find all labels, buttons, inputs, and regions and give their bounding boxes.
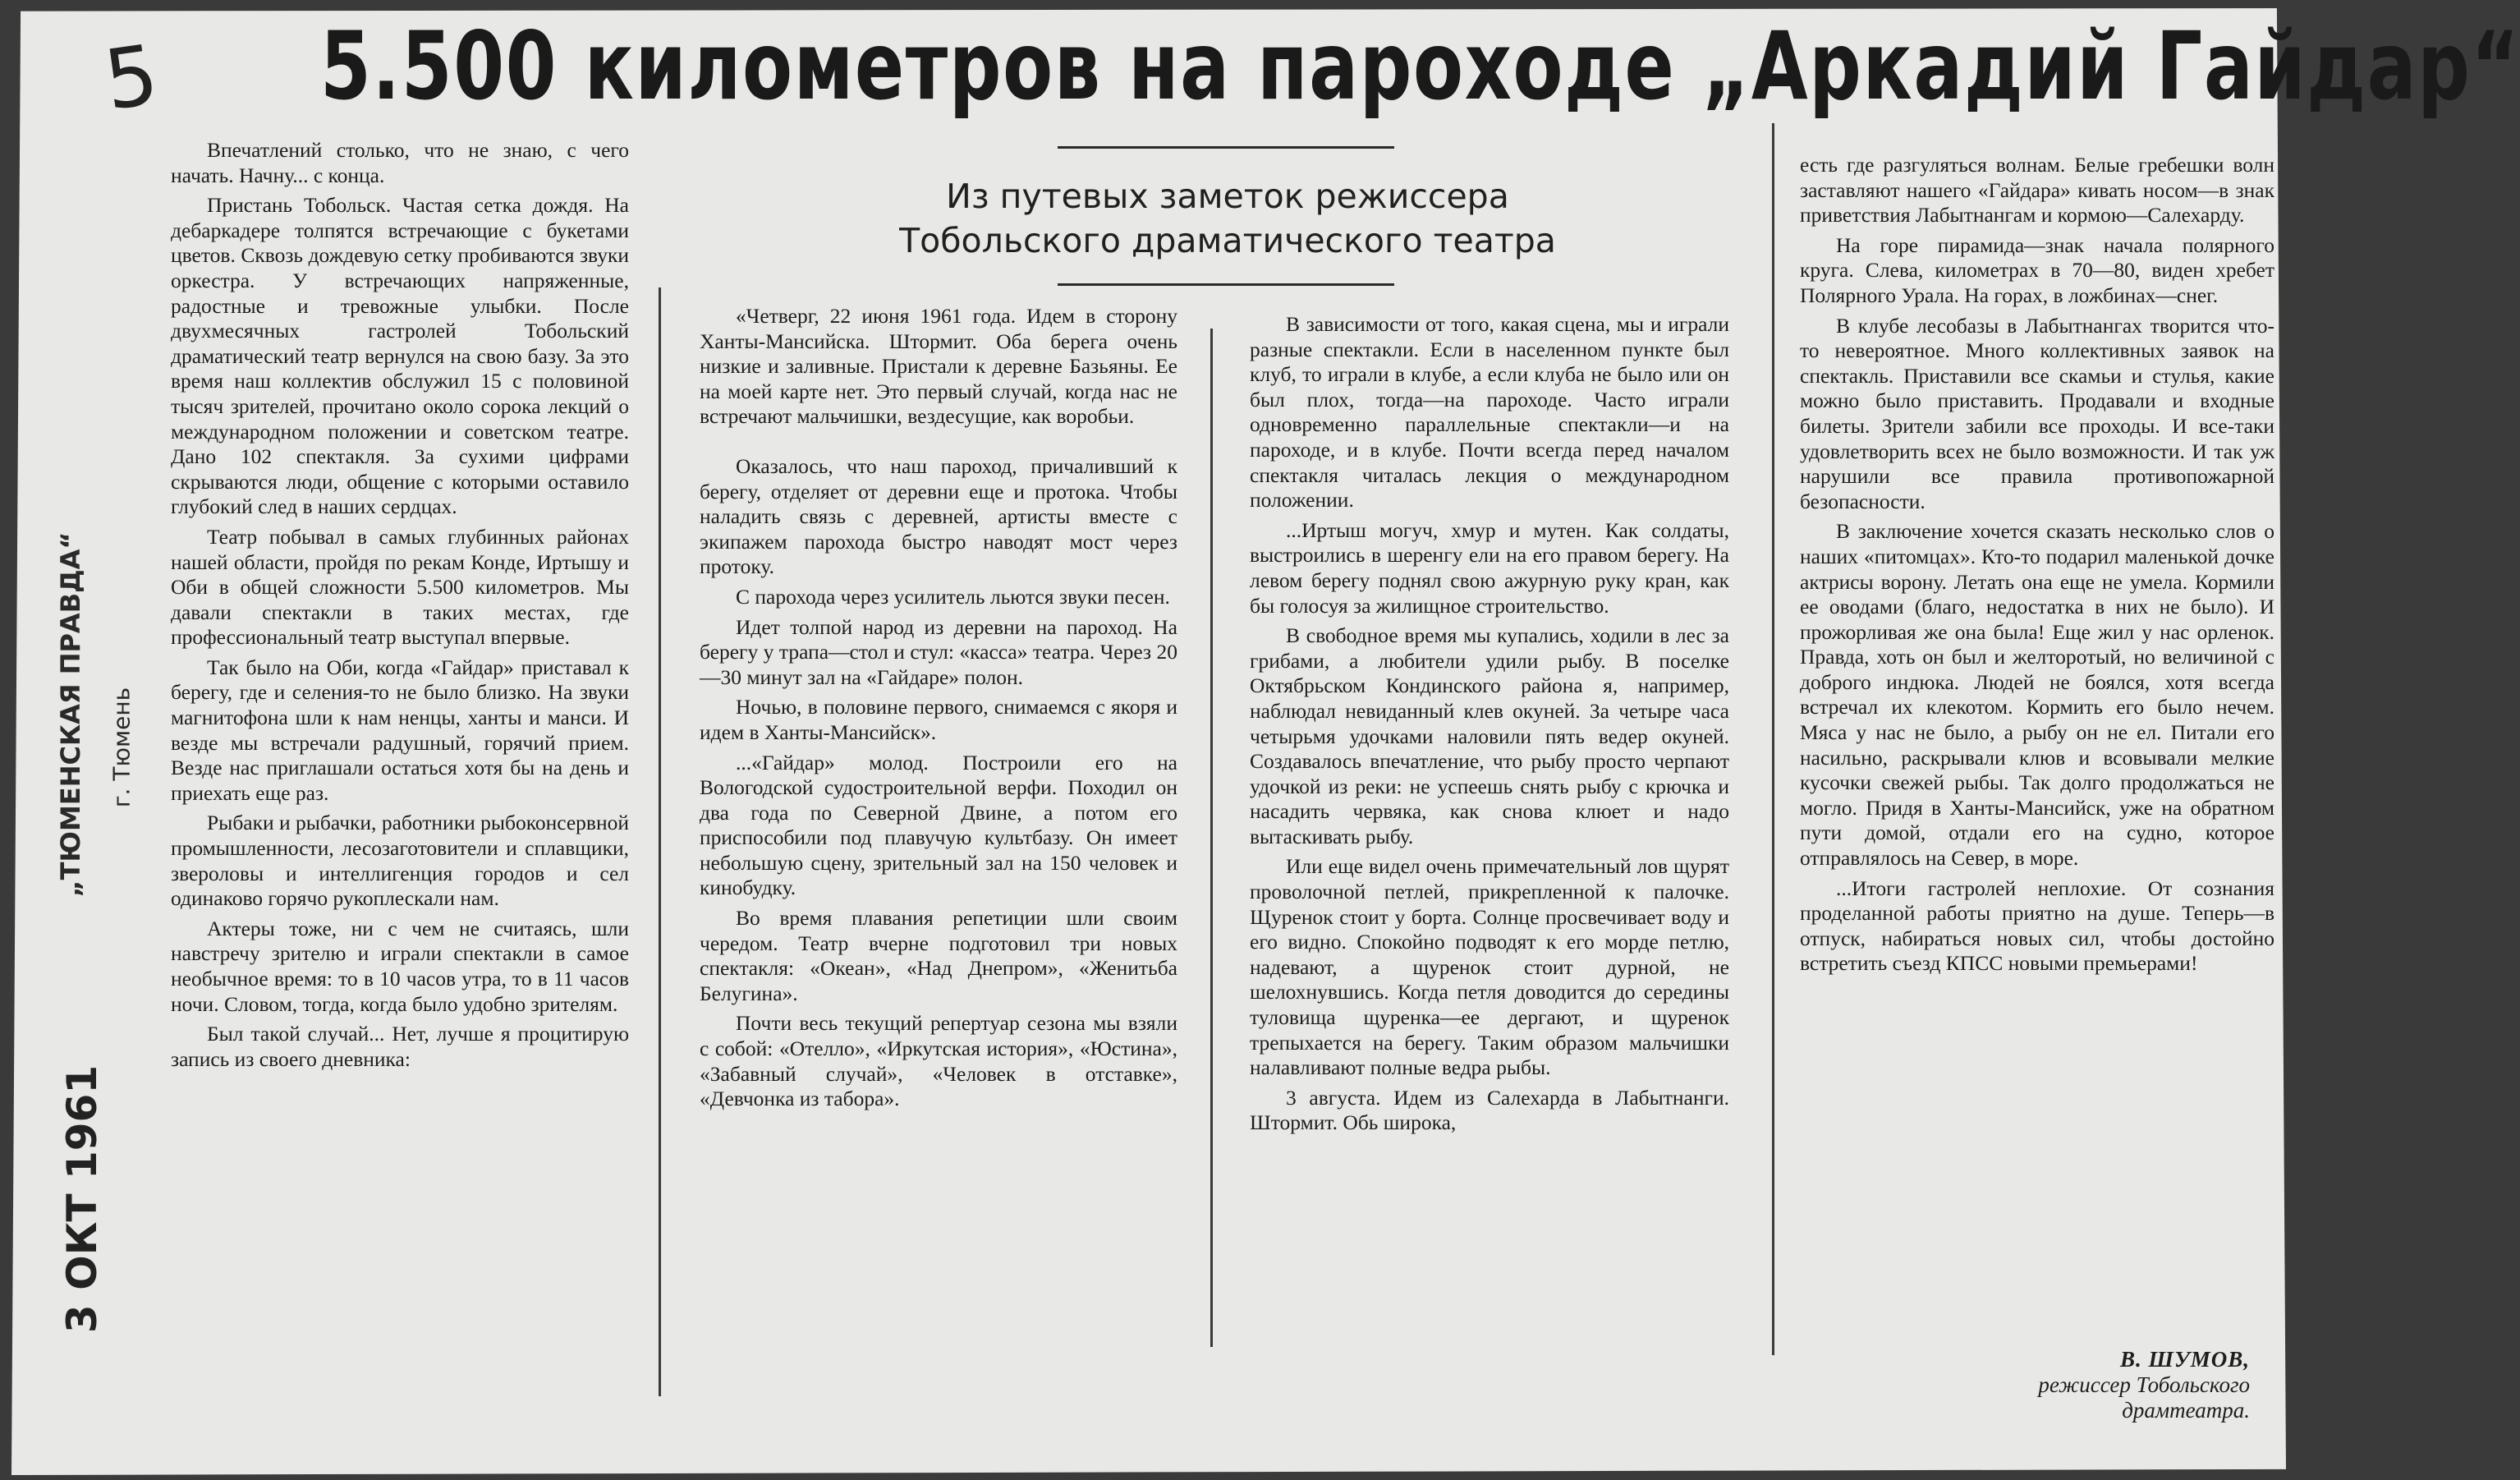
paragraph: 3 августа. Идем из Салехарда в Лабытнанги. Штормит. Обь широка, — [1250, 1085, 1729, 1135]
paragraph: Был такой случай... Нет, лучше я процитирую запись из своего дневника: — [171, 1022, 629, 1071]
date-stamp-text: 3 ОКТ 1961 — [58, 1064, 106, 1334]
paragraph: Пристань Тобольск. Частая сетка дождя. На дебаркадере толпятся встречающие с букетами цветов. Сквозь дождевую сетку пробиваются звуки оркестра. У встречающих напряженные, радостные и тревожные улыбки. После двухмесячных гастролей Тобольский драматический театр вернулся на свою базу. За это время наш коллектив обслужил 15 с половиной тысяч зрителей, прочитано около сорока лекций о международном положении и советском театре. Дано 102 спектакля. За сухими цифрами скрываются люди, общение с которыми оставило глубокий след в наших сердцах. — [171, 193, 629, 519]
paragraph: ...«Гайдар» молод. Построили его на Вологодской судостроительной верфи. Походил он два года по Северной Двине, а потом его приспособили под плавучую культбазу. Он имеет небольшую сцену, зрительный зал на 150 человек и кинобудку. — [700, 750, 1177, 900]
paragraph: Во время плавания репетиции шли своим чередом. Театр вчерне подготовил три новых спектакля: «Океан», «Над Днепром», «Женитьба Белугина». — [700, 906, 1177, 1005]
article-column-3 — [1250, 312, 1729, 1136]
author-role-line-2: драмтеатра. — [2122, 1398, 2250, 1423]
paragraph: Ночью, в половине первого, снимаемся с якоря и идем в Ханты-Мансийск». — [700, 695, 1177, 744]
author-signature — [1954, 1347, 2250, 1423]
paragraph: «Четверг, 22 июня 1961 года. Идем в сторону Ханты-Мансийска. Штормит. Оба берега очень низкие и заливные. Пристали к деревне Базьяны. Ее на моей карте нет. Это первый случай, когда нас не встречают мальчишки, вездесущие, как воробьи. — [700, 304, 1177, 429]
article-subtitle — [813, 174, 1642, 263]
paragraph: ...Иртыш могуч, хмур и мутен. Как солдаты, выстроились в шеренгу ели на его правом берегу. На левом берегу поднял свою ажурную руку кран, как бы голосуя за жилищное строительство. — [1250, 517, 1729, 618]
date-stamp — [49, 1051, 115, 1347]
article-column-4 — [1800, 153, 2274, 977]
paragraph: В клубе лесобазы в Лабытнангах творится что-то невероятное. Много коллективных заявок на спектакль. Приставили все скамьи и стулья, какие можно было приставить. Продавали и входные билеты. Зрители забили все проходы. И все-таки удовлетворить всех не было возможности. И так уж нарушили все правила противопожарной безопасности. — [1800, 313, 2274, 513]
subtitle-line-2: Тобольского драматического театра — [899, 221, 1556, 260]
column-divider — [1772, 123, 1774, 1355]
subtitle-line-1: Из путевых заметок режиссера — [946, 177, 1509, 216]
paragraph: Оказалось, что наш пароход, причаливший к берегу, отделяет от деревни еще и протока. Чтобы наладить связь с деревней, артисты вместе с экипажем парохода быстро наводят мост через протоку. — [700, 453, 1177, 579]
paragraph: С парохода через усилитель льются звуки песен. — [736, 584, 1170, 609]
newspaper-name: „ТЮМЕНСКАЯ ПРАВДА“ — [55, 531, 86, 898]
column-divider — [1210, 329, 1213, 1347]
paragraph: В зависимости от того, какая сцена, мы и играли разные спектакли. Если в населенном пункте был клуб, то играли в клубе, а если клуба не было или он был плох, тогда—на пароходе. Часто играли одновременно параллельные спектакли—и на пароходе, и в клубе. Почти всегда перед началом спектакля читалась лекция о международном положении. — [1250, 312, 1729, 512]
paragraph: Так было на Оби, когда «Гайдар» приставал к берегу, где и селения-то не было близко. На звуки магнитофона шли к нам ненцы, ханты и манси. И везде мы встречали радушный, горячий прием. Везде нас приглашали остаться хотя бы на день и приехать еще раз. — [171, 655, 629, 805]
paragraph: Идет толпой народ из деревни на пароход. На берегу у трапа—стол и стул: «касса» театра. Через 20—30 минут зал на «Гайдаре» полон. — [700, 614, 1177, 689]
newspaper-name-label — [46, 531, 95, 898]
paragraph: В свободное время мы купались, ходили в лес за грибами, а любители удили рыбу. В поселке Октябрьском Кондинского района я, например, наблюдал невиданный клев окуней. За четыре часа четырьмя удочками наловили пять ведер окуней. Создавалось впечатление, что рыбу просто черпают удочкой из реки: не успеешь снять рыбу с крючка и насадить червяка, как снова клюет и надо вытаскивать рыбу. — [1250, 623, 1729, 848]
paragraph: Впечатлений столько, что не знаю, с чего начать. Начну... с конца. — [171, 138, 629, 187]
column-divider — [659, 287, 661, 1396]
handwritten-number: 5 — [99, 26, 164, 129]
paragraph: На горе пирамида—знак начала полярного круга. Слева, километрах в 70—80, виден хребет Полярного Урала. На горах, в ложбинах—снег. — [1800, 232, 2274, 307]
subtitle-rule — [1058, 283, 1394, 286]
author-name: В. ШУМОВ, — [2120, 1347, 2250, 1372]
city-name: г. Тюмень — [108, 687, 135, 808]
paragraph: Театр побывал в самых глубинных районах нашей области, пройдя по рекам Конде, Иртышу и Оби в общей сложности 5.500 километров. Мы давали спектакли в таких местах, где профессиональный театр выступал впервые. — [171, 524, 629, 650]
paragraph: Рыбаки и рыбачки, работники рыбоконсервной промышленности, лесозаготовители и сплавщики, звероловы и интеллигенция городов и сел одинаково горячо рукоплескали нам. — [171, 811, 629, 911]
author-role-line-1: режиссер Тобольского — [2038, 1372, 2250, 1397]
headline-rule — [1058, 146, 1394, 149]
article-column-1 — [171, 138, 629, 1072]
paragraph: есть где разгуляться волнам. Белые гребешки волн заставляют нашего «Гайдара» кивать носом—в знак приветствия Лабытнангам и кормою—Салехарду. — [1800, 153, 2274, 228]
article-column-2 — [700, 304, 1177, 1112]
article-headline: 5.500 километров на пароходе „Аркадий Гайдар“ — [320, 11, 2520, 121]
paragraph: В заключение хочется сказать несколько слов о наших «питомцах». Кто-то подарил маленькой дочке актрисы ворону. Летать она еще не умела. Кормили ее оводами (благо, недостатка в них не было). И прожорливая же она была! Еще жил у нас орленок. Правда, хоть он был и желторотый, но величиной с доброго индюка. Людей не боялся, хотя всегда встречал их клекотом. Кормить его было нечем. Мяса у нас не было, а рыбу он не ел. Питали его насильно, раскрывали клюв и всовывали мелкие кусочки свежей рыбы. Так долго продолжаться не могло. Придя в Ханты-Мансийск, уже на обратном пути домой, отдали его на судно, которое отправлялось на Север, в море. — [1800, 519, 2274, 871]
paragraph: Или еще видел очень примечательный лов щурят проволочной петлей, прикрепленной к палочке. Щуренок стоит у борта. Солнце просвечивает воду и его видно. Спокойно подводят к его морде петлю, надевают, а щуренок стоит дурной, не шелохнувшись. Когда петля доводится до середины туловища щуренка—ее дергают, и щуренок трепыхается на берегу. Таким образом мальчишки налавливают полные ведра рыбы. — [1250, 854, 1729, 1080]
paragraph: Почти весь текущий репертуар сезона мы взяли с собой: «Отелло», «Иркутская история», «Юстина», «Забавный случай», «Человек в отставке», «Девчонка из табора». — [700, 1011, 1177, 1111]
paragraph: ...Итоги гастролей неплохие. От сознания проделанной работы приятно на душе. Теперь—в отпуск, набираться новых сил, чтобы достойно встретить съезд КПСС новыми премьерами! — [1800, 876, 2274, 976]
city-label — [105, 641, 138, 854]
paragraph: Актеры тоже, ни с чем не считаясь, шли навстречу зрителю и играли спектакли в самое необычное время: то в 10 часов утра, то в 11 часов ночи. Словом, тогда, когда было удобно зрителям. — [171, 916, 629, 1016]
